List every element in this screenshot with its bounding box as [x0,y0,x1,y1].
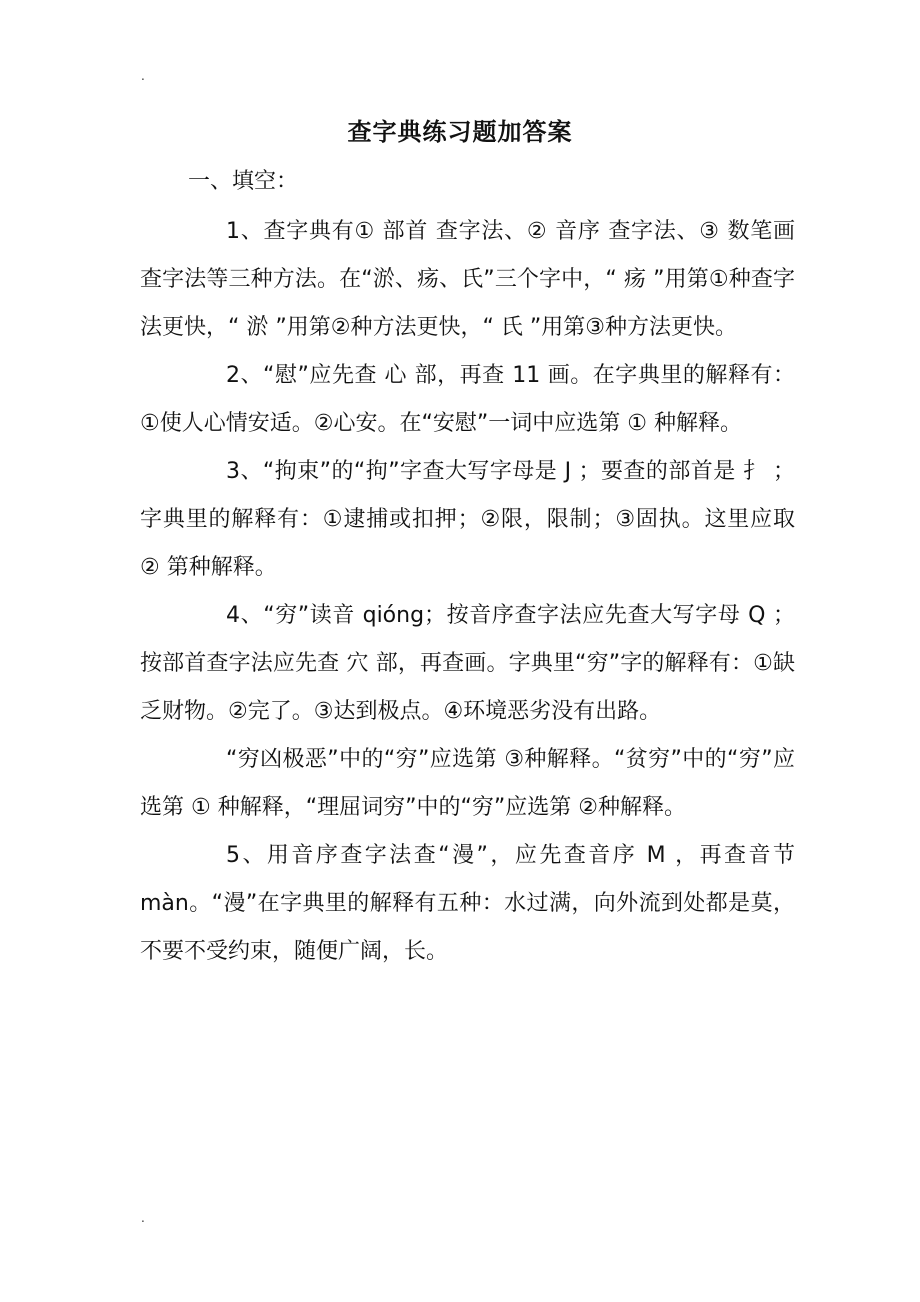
page-mark-top: . [141,69,145,83]
question-3-paragraph: 3、“拘束”的“拘”字查大写字母是 J ；要查的部首是 扌 ；字典里的解释有：①逮捕或扣押；②限，限制；③固执。这里应取 ② 第种解释。 [140,459,795,580]
question-4-paragraph: 4、“穷”读音 qióng；按音序查字法应先查大写字母 Q ；按部首查字法应先查 穴 部，再查画。字典里“穷”字的解释有：①缺乏财物。②完了。③达到极点。④环境恶劣没有出路。 [140,603,795,724]
section-heading: 一、填空： [188,169,299,194]
question-2-paragraph: 2、“慰”应先查 心 部，再查 11 画。在字典里的解释有：①使人心情安适。②心安。在“安慰”一词中应选第 ① 种解释。 [140,363,795,436]
question-1-paragraph: 1、查字典有① 部首 查字法、② 音序 查字法、③ 数笔画 查字法等三种方法。在“淤、疡、氏”三个字中，“ 疡 ”用第①种查字法更快，“ 淤 ”用第②种方法更快，“ 氏 ”用第③种方法更快。 [140,219,795,340]
document-body [140,208,795,976]
question-4-followup-paragraph: “穷凶极恶”中的“穷”应选第 ③种解释。“贫穷”中的“穷”应选第 ① 种解释，“理屈词穷”中的“穷”应选第 ②种解释。 [140,747,795,820]
question-5-paragraph: 5、用音序查字法查“漫”，应先查音序 M ，再查音节 màn。“漫”在字典里的解释有五种：水过满，向外流到处都是莫，不要不受约束，随便广阔，长。 [140,843,795,964]
page-mark-bottom: . [141,1211,145,1225]
page-title: 查字典练习题加答案 [347,118,573,146]
